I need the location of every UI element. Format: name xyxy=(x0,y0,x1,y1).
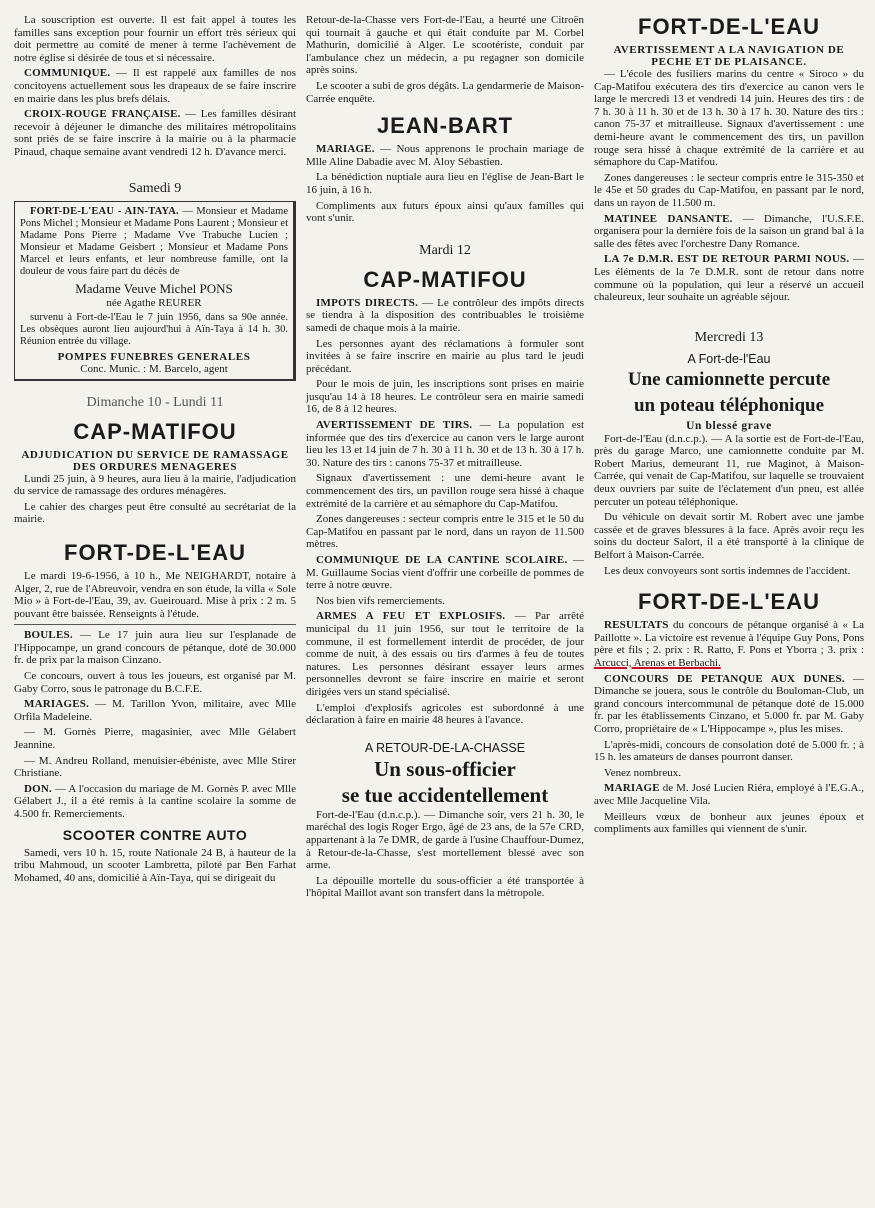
subheadline: Un blessé grave xyxy=(686,419,772,432)
boules-paragraph xyxy=(14,629,296,667)
mariages-paragraph xyxy=(14,698,296,723)
paragraph-text: — Monsieur et Madame Pons Michel ; Monsieur et Madame Pons Laurent ; Monsieur et Madame Pons Pierre ; Madame Vve Trabuche Lucien ; Monsieur et Madame Geisbert ; Monsieur et Madame Pons Marcel et leurs enfants, et leur nombreuse famille, ont la douleur de vous faire part du décès de xyxy=(20,205,288,277)
souscription-paragraph: La souscription est ouverte. Il est fait appel à toutes les familles sans exception pour fournir un effort très sérieux qui doit permettre au comité de mener à terme l'achèvement de notre église si désirée de tous et si nécessaire. xyxy=(14,14,296,64)
paragraph-text: — Les familles désirant recevoir à déjeuner le dimanche des militaires métropolitains sont priés de se faire inscrire à la mairie ou à la pharmacie Pinaud, chaque semaine avant vendredi 12 h. D'avance merci. xyxy=(14,108,297,158)
obituary-paragraph xyxy=(20,206,288,278)
dmr-paragraph xyxy=(594,253,864,303)
day-heading-mardi: Mardi 12 xyxy=(419,242,471,258)
jean-bart-paragraph-2: La bénédiction nuptiale aura lieu en l'église de Jean-Bart le 16 juin, à 16 h. xyxy=(306,171,584,196)
run-in-heading: COMMUNIQUE. xyxy=(24,67,111,80)
navigation-zones-paragraph: Zones dangereuses : le secteur compris entre le 315-350 et le 45e et 50 grades du Cap-Matifou, en passant par le nord, dans un rayon de 11.500 m. xyxy=(594,171,864,209)
sale-notice-paragraph: Le mardi 19-6-1956, à 10 h., Me NEIGHARDT, notaire à Alger, 2, rue de l'Abreuvoir, vendra en son étude, la villa « Sole Mio » à Fort-de-l'Eau, 39, av. Gueirouard. Mise à prix : 2 m. 5 pouvant être baissée. Renseignts à l'étude. xyxy=(14,569,296,620)
run-in-heading: COMMUNIQUE DE LA CANTINE SCOLAIRE. xyxy=(316,554,568,566)
section-heading-cap-matifou-2: CAP-MATIFOU xyxy=(363,266,527,292)
run-in-heading: RESULTATS xyxy=(604,619,669,632)
croix-rouge-paragraph xyxy=(14,108,296,158)
column-3 xyxy=(594,14,864,839)
paragraph-text: — M. Guillaume Socias vient d'offrir une corbeille de pommes de terre à notre œuvre. xyxy=(306,554,584,592)
navigation-warning-title: AVERTISSEMENT A LA NAVIGATION DE PECHE ET DE PLAISANCE. xyxy=(613,44,845,68)
tirs-paragraph-3: Zones dangereuses : secteur compris entre le 315 et le 50 du Cap-Matifou en passant par le nord, dans un rayon de 11.500 mètres. xyxy=(306,513,584,551)
divider xyxy=(14,624,296,625)
obituary-details: survenu à Fort-de-l'Eau le 7 juin 1956, dans sa 90e année. Les obsèques auront lieu aujourd'hui à Aïn-Taya à 14 h. 30. Réunion entrée du village. xyxy=(20,311,288,347)
petanque-paragraph xyxy=(594,673,864,736)
navigation-warning-paragraph: — L'école des fusiliers marins du centre « Siroco » du Cap-Matifou exécutera des tirs d'exercice au canon vers le large le mercredi 13 et vendredi 14 juin. Heures des tirs : de 7 h. 30 à 11 h. 30 et de 13 h. 30 à 17 h. 30. Nature des tirs : canon 75-37 et mitrailleuse. Signaux d'avertissement : une demi-heure avant le commencement des tirs, un pavillon rouge sera hissé à chaque extrémité de la carrière et au sémaphore du Cap-Matifou. xyxy=(594,68,864,169)
paragraph-text: — Dimanche, l'U.S.F.E. organisera pour la dernière fois de la saison un grand bal à la salle des fêtes avec l'orchestre Dany Romance. xyxy=(594,212,865,250)
run-in-heading: MARIAGE xyxy=(604,782,660,795)
tirs-paragraph-2: Signaux d'avertissement : une demi-heure avant le commencement des tirs, un pavillon rouge sera hissé à chaque extrémité de la carrière et au sémaphore du Cap-Matifou. xyxy=(306,472,584,510)
day-heading-dimanche: Dimanche 10 - Lundi 11 xyxy=(86,394,224,410)
obituary-name: Madame Veuve Michel PONS xyxy=(75,280,233,296)
communique-paragraph xyxy=(14,67,296,105)
section-heading-fort-de-l-eau: FORT-DE-L'EAU xyxy=(64,539,246,565)
resultats-paragraph xyxy=(594,619,864,669)
scooter-damage-paragraph: Le scooter a subi de gros dégâts. La gendarmerie de Maison-Carrée enquête. xyxy=(306,79,584,105)
jean-bart-paragraph-3: Compliments aux futurs époux ainsi qu'aux familles qui vont s'unir. xyxy=(306,199,584,225)
camionnette-paragraph-3: Les deux convoyeurs sont sortis indemnes de l'accident. xyxy=(604,564,851,577)
column-2 xyxy=(306,14,584,903)
run-in-heading: DON. xyxy=(24,782,52,795)
paragraph-text: — Les éléments de la 7e D.M.R. sont de retour dans notre commune où la population, qui leur a réservé un accueil chaleureux, leur souhaite un agréable séjour. xyxy=(594,253,864,304)
obituary-maiden-name: née Agathe REURER xyxy=(106,296,202,309)
jean-bart-mariage-paragraph xyxy=(306,143,584,168)
petanque-paragraph-2: L'après-midi, concours de consolation doté de 5.000 fr. ; à 15 h. les amateurs de danses pourront danser. xyxy=(594,738,864,764)
funeral-agent: Conc. Munic. : M. Barcelo, agent xyxy=(80,362,228,375)
article-location: A RETOUR-DE-LA-CHASSE xyxy=(364,740,526,755)
run-in-heading: FORT-DE-L'EAU - AIN-TAYA. xyxy=(30,205,179,217)
section-heading-cap-matifou: CAP-MATIFOU xyxy=(73,418,237,444)
petanque-paragraph-3: Venez nombreux. xyxy=(604,766,681,779)
scooter-continued-paragraph: Retour-de-la-Chasse vers Fort-de-l'Eau, a heurté une Citroën qui tournait à gauche et qui était conduite par M. Corbel Mathurin, domicilié à Alger. Le scootériste, conduit par l'ambulance chez un médecin, a pu regagner son domicile après soins. xyxy=(306,14,584,77)
section-heading-fort-de-l-eau-3: FORT-DE-L'EAU xyxy=(638,589,820,615)
impots-paragraph xyxy=(306,297,584,335)
obituary-box xyxy=(14,201,296,381)
run-in-heading: CROIX-ROUGE FRANÇAISE. xyxy=(24,108,181,121)
tirs-paragraph xyxy=(306,419,584,469)
day-heading-mercredi: Mercredi 13 xyxy=(694,329,764,345)
column-1 xyxy=(14,14,296,887)
paragraph-text: — Nous apprenons le prochain mariage de Mlle Aline Dabadie avec M. Aloy Sébastien. xyxy=(306,143,584,168)
run-in-heading: CONCOURS DE PETANQUE AUX DUNES. xyxy=(604,672,845,685)
cantine-paragraph-2: Nos bien vifs remerciements. xyxy=(316,594,445,607)
paragraph-text: du concours de pétanque organisé à « La Paillotte ». La victoire est revenue à l'équipe Guy Pons, Pons père et fils ; 2. prix : R. Ratto, F. Pons et Yborra ; 3. prix : xyxy=(594,619,865,657)
headline-line-1: Un sous-officier xyxy=(374,756,516,781)
run-in-heading: ARMES A FEU ET EXPLOSIFS. xyxy=(316,610,506,623)
armes-paragraph xyxy=(306,610,584,698)
sous-officier-paragraph: Fort-de-l'Eau (d.n.c.p.). — Dimanche soir, vers 21 h. 30, le maréchal des logis Roger Ergo, âgé de 23 ans, de la 57e CRD, appartenant à la 7e DMR, de garde à l'usine Chauffour-Dumez, à Retour-de-la-Chasse, s'est mortellement blessé avec son arme. xyxy=(306,808,584,872)
section-heading-scooter: SCOOTER CONTRE AUTO xyxy=(62,826,248,843)
paragraph-text: — Le 17 juin aura lieu sur l'esplanade de l'Hippocampe, un grand concours de pétanque, doté de 30.000 fr. de prix par la maison Cinzano. xyxy=(14,629,297,667)
paragraph-text: — Le contrôleur des impôts directs se tiendra à la disposition des contribuables le troisième samedi de chaque mois à la mairie. xyxy=(306,296,584,334)
run-in-heading: IMPOTS DIRECTS. xyxy=(316,296,419,309)
run-in-heading: MARIAGE. xyxy=(316,143,375,156)
cantine-paragraph xyxy=(306,554,584,592)
paragraph-text: — La population est informée que des tirs d'exercice au canon vers le large auront lieu les 13 et 14 juin de 7 h. 30 à 11 h. 30 et de 13 h. 30 à 17 h. 30. Nature des tirs : canons 75-37 et mitrailleuse. xyxy=(306,419,584,469)
run-in-heading: AVERTISSEMENT DE TIRS. xyxy=(316,419,473,432)
sous-officier-paragraph-2: La dépouille mortelle du sous-officier a été transportée à l'hôpital Maillot avant son transfert dans la métropole. xyxy=(306,874,584,900)
armes-paragraph-2: L'emploi d'explosifs agricoles est subordonné à une déclaration à faire en mairie 48 heures à l'avance. xyxy=(306,701,584,727)
headline-camionnette-2: un poteau téléphonique xyxy=(633,394,825,416)
paragraph-text: — A l'occasion du mariage de M. Gornès P. avec Mlle Gélabert J., il a été remis à la cantine scolaire la somme de 4.500 fr. Remerciements. xyxy=(14,782,297,820)
run-in-heading: LA 7e D.M.R. EST DE RETOUR PARMI NOUS. xyxy=(604,253,850,266)
headline-line-2: se tue accidentellement xyxy=(341,782,549,807)
impots-paragraph-2: Les personnes ayant des réclamations à formuler sont invitées à se faire inscrire en mairie au plus tard le jeudi précédant. xyxy=(306,337,584,375)
article-location-2: A Fort-de-l'Eau xyxy=(687,351,771,366)
section-heading-fort-de-l-eau-2: FORT-DE-L'EAU xyxy=(638,14,820,39)
boules-paragraph-2: Ce concours, ouvert à tous les joueurs, est organisé par M. Gaby Corro, sous le patronage du B.C.F.E. xyxy=(14,670,296,695)
run-in-heading: MATINEE DANSANTE. xyxy=(604,212,733,225)
scooter-paragraph: Samedi, vers 10 h. 15, route Nationale 24 B, à hauteur de la tribu Mahmoud, un scooter Lambretta, piloté par Ben Farhat Mohamed, 40 ans, domicilié à Aïn-Taya, qui se dirigeait du xyxy=(14,846,296,884)
paragraph-text: — Dimanche se jouera, sous le contrôle du Bouloman-Club, un grand concours intercommunal de pétanque doté de 15.000 fr. par les établissements Cinzano, et 5.000 fr. par M. Gaby Corro, propriétaire de « L'Hippocampe », plus les mises. xyxy=(594,672,864,735)
section-heading-jean-bart: JEAN-BART xyxy=(376,113,514,139)
mariages-paragraph-2: — M. Gornès Pierre, magasinier, avec Mlle Gélabert Jeannine. xyxy=(14,726,296,752)
paragraph-text: — Il est rappelé aux familles de nos concitoyens actuellement sous les drapeaux de se faire inscrire en mairie dans les plus brefs délais. xyxy=(14,67,296,105)
don-paragraph xyxy=(14,783,296,821)
adjudication-paragraph: Lundi 25 juin, à 9 heures, aura lieu à la mairie, l'adjudication du service de ramassage des ordures ménagères. xyxy=(14,472,296,498)
matinee-paragraph xyxy=(594,213,864,251)
headline-camionnette-1: Une camionnette percute xyxy=(627,368,831,390)
run-in-heading: BOULES. xyxy=(24,629,73,642)
paragraph-text: — Par arrêté municipal du 11 juin 1956, sur tout le territoire de la commune, il est formellement interdit de procéder, de jour comme de nuit, à des essais ou tirs d'armes à feu de toutes natures. Les personnes désirant essayer leurs armes personnelles devront se faire inscrire en mairie et seront dirigées vers un stand spécialisé. xyxy=(306,610,584,698)
funeral-company: POMPES FUNEBRES GENERALES xyxy=(57,350,251,363)
paragraph-text: de M. José Lucien Riéra, employé à l'E.G.A., avec Mlle Jacqueline Vila. xyxy=(594,782,865,807)
camionnette-paragraph-2: Du véhicule on devait sortir M. Robert avec une jambe cassée et de graves blessures à la face. Après avoir reçu les soins du docteur Salort, il a été transporté à la clinique de Belfort à Maison-Carrée. xyxy=(594,511,864,562)
mariages-paragraph-3: — M. Andreu Rolland, menuisier-ébéniste, avec Mlle Stirer Christiane. xyxy=(14,754,296,780)
run-in-heading: MARIAGES. xyxy=(24,698,90,711)
impots-paragraph-3: Pour le mois de juin, les inscriptions sont prises en mairie jusqu'au 14 à 18 heures. Le contrôleur sera en mairie samedi 16, de 8 à 12 heures. xyxy=(306,378,584,416)
day-heading-samedi: Samedi 9 xyxy=(128,180,182,196)
mariage-paragraph-2: Meilleurs vœux de bonheur aux jeunes époux et compliments aux familles qui viennent de s'unir. xyxy=(594,810,864,836)
camionnette-paragraph: Fort-de-l'Eau (d.n.c.p.). — A la sortie est de Fort-de-l'Eau, près du garage Marco, une camionnette conduite par M. Robert Marius, demeurant 11, rue Maginot, à Maison-Carrée, qui venait de Cap-Matifou, sur laquelle se trouvaient deux ouvriers par suite de l'éclatement d'un pneu, est allée percuter un poteau téléphonique. xyxy=(594,432,864,508)
adjudication-title: ADJUDICATION DU SERVICE DE RAMASSAGE DES ORDURES MENAGERES xyxy=(21,448,289,473)
underlined-names: Arcucci, Arenas et Berbachi. xyxy=(594,657,721,669)
adjudication-paragraph-2: Le cahier des charges peut être consulté au secrétariat de la mairie. xyxy=(14,500,296,526)
mariage-paragraph xyxy=(594,782,864,807)
paragraph-text: — M. Tarillon Yvon, militaire, avec Mlle Orfila Madeleine. xyxy=(14,698,296,723)
